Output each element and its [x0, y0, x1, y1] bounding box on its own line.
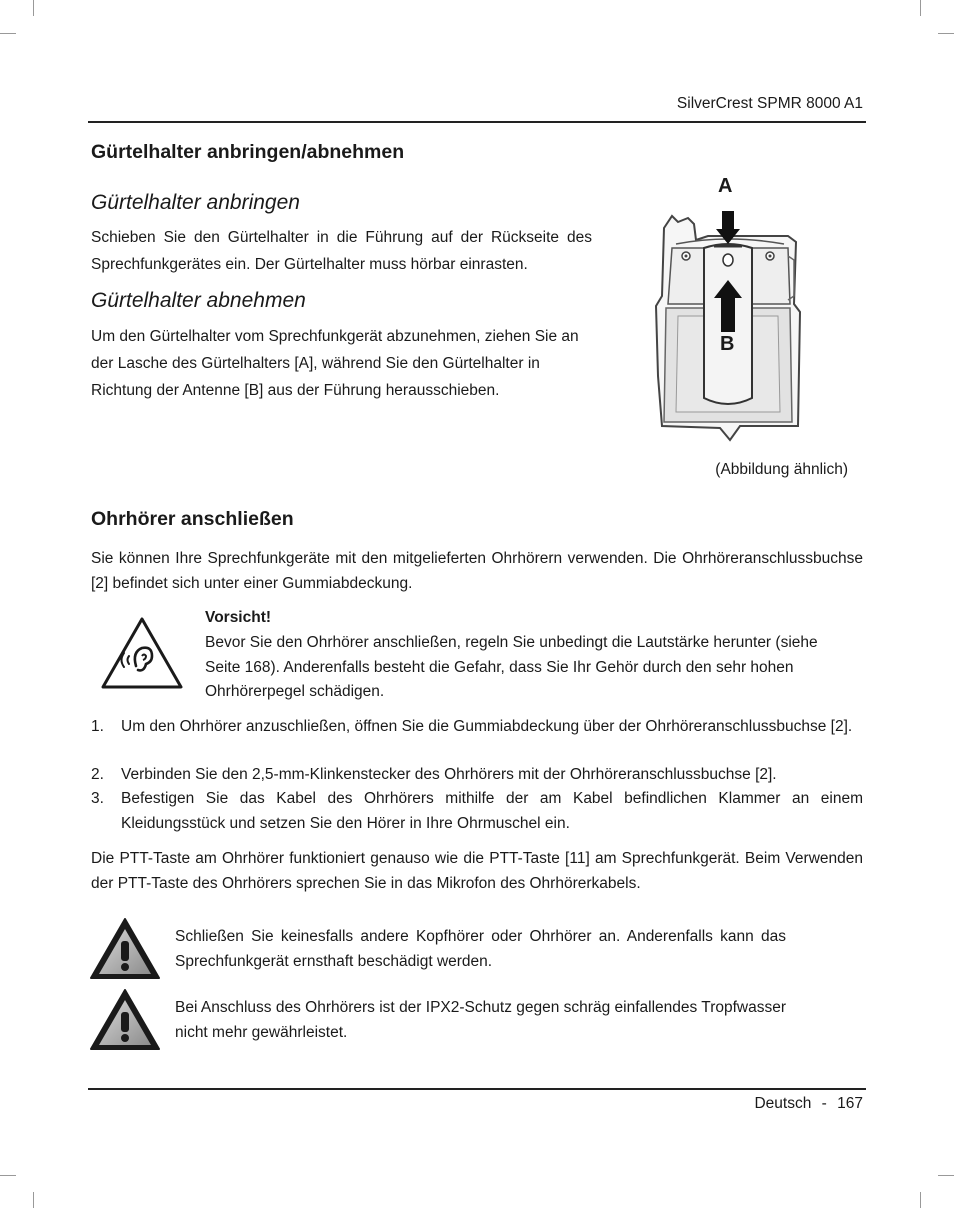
list-item-step-1 — [91, 715, 863, 740]
footer-rule — [88, 1088, 866, 1090]
crop-mark — [33, 1192, 34, 1208]
page-number: 167 — [837, 1095, 863, 1112]
subheading-remove-belt-clip: Gürtelhalter abnehmen — [91, 289, 306, 312]
section-heading-belt-clip: Gürtelhalter anbringen/abnehmen — [91, 141, 405, 163]
list-item-step-3 — [91, 787, 863, 836]
footer-separator: - — [821, 1095, 827, 1112]
header-rule — [88, 121, 866, 123]
belt-clip-figure — [648, 176, 808, 456]
step-text: Befestigen Sie das Kabel des Ohrhörers mithilfe der am Kabel befindlichen Klammer an einem Kleidungsstück und setzen Sie den Hörer in Ihre Ohrmuschel ein. — [121, 790, 863, 832]
page-header-title: SilverCrest SPMR 8000 A1 — [676, 95, 863, 112]
remove-belt-clip-text: Um den Gürtelhalter vom Sprechfunkgerät abzunehmen, ziehen Sie an der Lasche des Gürtelhalters [A], während Sie den Gürtelhalter in Richtung der Antenne [B] aus der Führung herausschieben. — [91, 328, 579, 399]
crop-mark — [33, 0, 34, 16]
crop-mark — [920, 1192, 921, 1208]
page-footer — [754, 1095, 863, 1113]
ptt-text: Die PTT-Taste am Ohrhörer funktioniert genauso wie die PTT-Taste [11] am Sprechfunkgerät. Beim Verwenden der PTT-Taste des Ohrhörers sprechen Sie in das Mikrofon des Ohrhörerkabels. — [91, 850, 863, 892]
footer-language: Deutsch — [754, 1095, 812, 1112]
crop-mark — [938, 33, 954, 34]
crop-mark — [938, 1175, 954, 1176]
earphone-intro-text: Sie können Ihre Sprechfunkgeräte mit den mitgelieferten Ohrhörern verwenden. Die Ohrhöreranschlussbuchse [2] befindet sich unter einer Gummiabdeckung. — [91, 550, 863, 592]
attach-belt-clip-text: Schieben Sie den Gürtelhalter in die Führung auf der Rückseite des Sprechfunkgerätes ein. Der Gürtelhalter muss hörbar einrasten. — [91, 229, 592, 273]
step-number: 3. — [91, 790, 104, 807]
caution-hearing-icon — [100, 616, 184, 690]
radio-back-illustration — [648, 176, 808, 456]
section-heading-earphone: Ohrhörer anschließen — [91, 508, 294, 530]
list-item-step-2 — [91, 763, 863, 788]
figure-label-b: B — [720, 333, 735, 355]
caution-text: Bevor Sie den Ohrhörer anschließen, regeln Sie unbedingt die Lautstärke herunter (siehe Seite 168). Anderenfalls besteht die Gefahr, dass Sie Ihr Gehör durch den sehr hohen Ohrhörerpegel schädigen. — [205, 634, 818, 700]
warning-exclamation-icon — [89, 917, 161, 980]
warning-text-ipx2: Bei Anschluss des Ohrhörers ist der IPX2-Schutz gegen schräg einfallendes Tropfwasser nicht mehr gewährleistet. — [175, 999, 786, 1041]
caution-title: Vorsicht! — [205, 609, 272, 626]
figure-label-a: A — [718, 175, 733, 197]
crop-mark — [0, 1175, 16, 1176]
crop-mark — [0, 33, 16, 34]
step-number: 1. — [91, 718, 104, 735]
subheading-attach-belt-clip: Gürtelhalter anbringen — [91, 191, 300, 214]
warning-text-headphones: Schließen Sie keinesfalls andere Kopfhörer oder Ohrhörer an. Anderenfalls kann das Sprechfunkgerät ernsthaft beschädigt werden. — [175, 928, 786, 970]
warning-exclamation-icon — [89, 988, 161, 1051]
step-number: 2. — [91, 766, 104, 783]
step-text: Um den Ohrhörer anzuschließen, öffnen Sie die Gummiabdeckung über der Ohrhöreranschlussbuchse [2]. — [121, 718, 853, 735]
step-text: Verbinden Sie den 2,5-mm-Klinkenstecker des Ohrhörers mit der Ohrhöreranschlussbuchse [2]. — [121, 766, 777, 783]
figure-caption: (Abbildung ähnlich) — [715, 461, 848, 478]
crop-mark — [920, 0, 921, 16]
